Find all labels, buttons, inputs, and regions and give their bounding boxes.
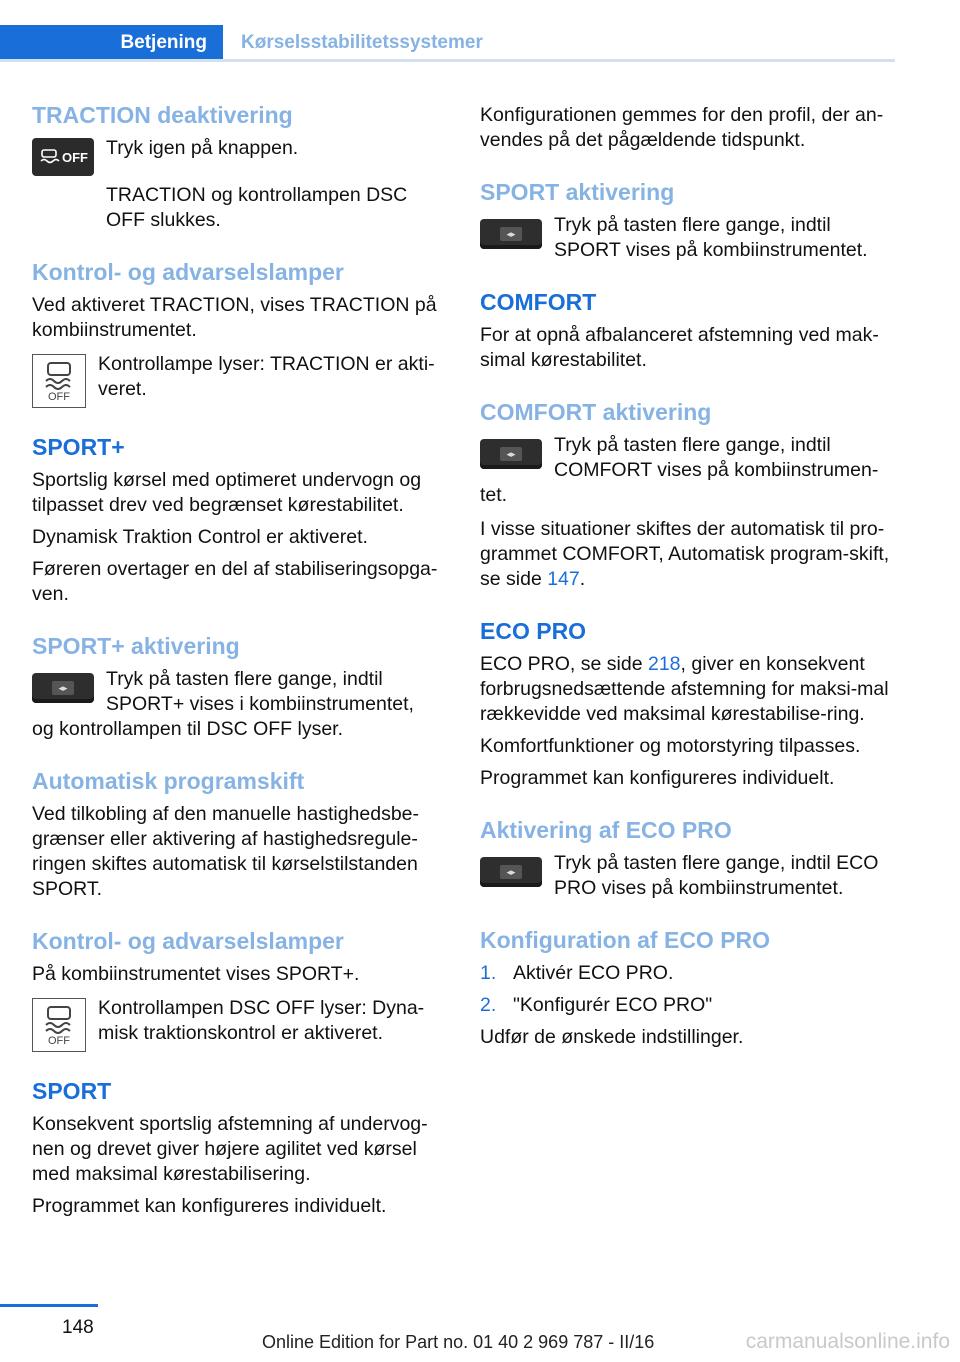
comfort-act-text: Tryk på tasten flere gange, indtil COMFORT vises på kombiinstrumen-: [554, 434, 879, 481]
ecopro-act-text: Tryk på tasten flere gange, indtil ECO PRO vises på kombiinstrumentet.: [554, 852, 879, 899]
lamp2-row: [32, 996, 447, 1052]
lamp2-text: Kontrollampen DSC OFF lyser: Dyna-misk traktionskontrol er aktiveret.: [98, 997, 425, 1044]
heading-sport-activation: SPORT aktivering: [480, 179, 675, 205]
profile-intro: Konfigurationen gemmes for den profil, der an-vendes på det pågældende tidspunkt.: [480, 104, 884, 151]
ecopro-p2: Komfortfunktioner og motorstyring tilpasses.: [480, 735, 861, 757]
ecopro-p3: Programmet kan konfigureres individuelt.: [480, 767, 835, 789]
driving-mode-switch-icon-2: ◂▸: [480, 219, 542, 249]
sport-p2: Programmet kan konfigureres individuelt.: [32, 1195, 387, 1217]
driving-mode-switch-icon-3: ◂▸: [480, 439, 542, 469]
ecopro-after: Udfør de ønskede indstillinger.: [480, 1026, 744, 1048]
ecopro-steps: [480, 961, 895, 1018]
section-tab[interactable]: Kørselsstabilitetssystemer: [241, 32, 483, 53]
sportplus-p3: Føreren overtager en del af stabiliseringsopga-ven.: [32, 558, 438, 605]
sport-act-row: [480, 213, 895, 263]
dsc-off-lamp-icon-2: [32, 998, 86, 1052]
lamps1-text: Ved aktiveret TRACTION, vises TRACTION på kombiinstrumentet.: [32, 294, 437, 341]
heading-traction-deactivation: TRACTION deaktivering: [32, 102, 293, 128]
sportplus-act-cont: og kontrollampen til DSC OFF lyser.: [32, 718, 344, 740]
heading-ecopro: ECO PRO: [480, 618, 587, 644]
watermark: carmanualsonline.info: [745, 1330, 950, 1353]
traction-deact-line2: TRACTION og kontrollampen DSC OFF slukkes.: [106, 184, 408, 231]
traction-deact-line1: Tryk igen på knappen.: [106, 137, 299, 159]
heading-sportplus-activation: SPORT+ aktivering: [32, 633, 240, 659]
heading-ecopro-config: Konfiguration af ECO PRO: [480, 927, 771, 953]
ecopro-act-row: [480, 851, 895, 901]
car-skid-icon: [38, 147, 60, 167]
driving-mode-switch-icon-4: ◂▸: [480, 857, 542, 887]
lamp1-text: Kontrollampe lyser: TRACTION er akti-veret.: [98, 353, 435, 400]
sport-p1: Konsekvent sportslig afstemning af undervog-nen og drevet giver højere agilitet ved kørsel med maksimal kørestabilisering.: [32, 1113, 428, 1185]
page-link-218[interactable]: 218: [647, 653, 681, 675]
comfort-act-row: [480, 433, 895, 483]
svg-text:OFF: OFF: [48, 1035, 70, 1047]
list-item: 1. Aktivér ECO PRO.: [480, 962, 674, 984]
chapter-tab[interactable]: [0, 25, 223, 61]
heading-lamps-1: Kontrol- og advarselslamper: [32, 259, 344, 285]
traction-off-button-icon: [32, 138, 94, 176]
sportplus-act-text: Tryk på tasten flere gange, indtil SPORT+ vises i kombiinstrumentet,: [106, 668, 414, 715]
sportplus-p2: Dynamisk Traktion Control er aktiveret.: [32, 526, 368, 548]
page-link-147[interactable]: 147: [547, 568, 580, 590]
footer-rule: [0, 1304, 98, 1307]
list-item: 2. "Konfigurér ECO PRO": [480, 994, 713, 1016]
left-column: [32, 100, 447, 1219]
page-number: 148: [62, 1317, 94, 1338]
traction-off-row: [32, 136, 447, 176]
comfort-text: For at opnå afbalanceret afstemning ved mak-simal kørestabilitet.: [480, 324, 879, 371]
heading-lamps-2: Kontrol- og advarselslamper: [32, 928, 344, 954]
right-column: [480, 100, 895, 1050]
sportplus-p1: Sportslig kørsel med optimeret undervogn og tilpasset drev ved begrænset kørestabilitet.: [32, 469, 422, 516]
edition-text: Online Edition for Part no. 01 40 2 969 787 - II/16: [262, 1332, 655, 1352]
heading-comfort: COMFORT: [480, 289, 597, 315]
dsc-off-lamp-icon: [32, 354, 86, 408]
auto-text: Ved tilkobling af den manuelle hastighedsbe-grænser eller aktivering af hastighedsregule-ringen skiftes automatisk til kørselstilstanden SPORT.: [32, 803, 420, 900]
chapter-label: Betjening: [120, 32, 207, 53]
heading-auto-shift: Automatisk programskift: [32, 768, 305, 794]
driving-mode-switch-icon: ◂▸: [32, 673, 94, 703]
lamp1-row: [32, 352, 447, 408]
sport-act-text: Tryk på tasten flere gange, indtil SPORT vises på kombiinstrumentet.: [554, 214, 868, 261]
ecopro-p1: ECO PRO, se side 218, giver en konsekvent forbrugsnedsættende afstemning for maksi-mal rækkevidde ved maksimal kørestabilise-ring.: [480, 653, 889, 725]
heading-ecopro-activation: Aktivering af ECO PRO: [480, 817, 732, 843]
lamps2-text: På kombiinstrumentet vises SPORT+.: [32, 963, 360, 985]
heading-sport: SPORT: [32, 1078, 112, 1104]
comfort-auto-text: I visse situationer skiftes der automatisk til pro-grammet COMFORT, Automatisk program-skift, se side 147.: [480, 518, 890, 590]
sportplus-act-row: [32, 667, 447, 717]
header-rule: [0, 59, 895, 62]
off-label: OFF: [62, 149, 88, 165]
comfort-act-cont: tet.: [480, 484, 508, 506]
heading-comfort-activation: COMFORT aktivering: [480, 399, 712, 425]
svg-text:OFF: OFF: [48, 391, 70, 403]
heading-sportplus: SPORT+: [32, 434, 125, 460]
